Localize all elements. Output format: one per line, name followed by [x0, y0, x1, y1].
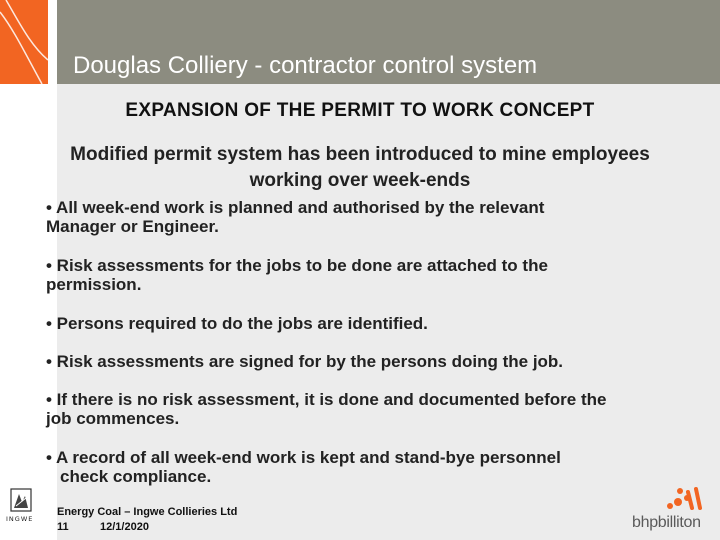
bullet-item: [46, 198, 544, 236]
header-title: Douglas Colliery - contractor control system: [73, 52, 538, 79]
bullet-line: job commences.: [46, 409, 180, 428]
ingwe-logo: [6, 488, 50, 528]
bullet-line: permission.: [46, 275, 142, 294]
header-bar: [57, 0, 720, 84]
bullet-line: • A record of all week-end work is kept and stand-bye personnel: [46, 448, 561, 467]
intro-line: Modified permit system has been introduced to mine employees: [70, 144, 650, 165]
bullet-item: [46, 448, 561, 486]
bullet-item: [46, 314, 428, 333]
bhp-billiton-logo: [630, 486, 712, 536]
slide-subtitle: EXPANSION OF THE PERMIT TO WORK CONCEPT: [125, 100, 595, 121]
ingwe-emblem-icon: [10, 488, 40, 514]
bullet-line: • Risk assessments are signed for by the persons doing the job.: [46, 352, 564, 371]
orange-accent-bar: [0, 0, 48, 84]
ingwe-logo-text: INGWE: [6, 515, 34, 523]
bullet-item: [46, 390, 606, 428]
curve-decoration-icon: [0, 0, 48, 84]
intro-line: working over week-ends: [249, 170, 471, 191]
footer-company: Energy Coal – Ingwe Collieries Ltd: [57, 506, 238, 518]
footer-date: 12/1/2020: [100, 521, 149, 533]
bullet-item: [46, 256, 548, 294]
bullet-line: Manager or Engineer.: [46, 217, 219, 236]
bullet-line: • All week-end work is planned and authorised by the relevant: [46, 198, 545, 217]
bhp-logo-text: bhpbilliton: [632, 514, 701, 531]
bullet-line: check compliance.: [60, 467, 212, 486]
bullet-line: • Risk assessments for the jobs to be done are attached to the: [46, 256, 548, 275]
header-divider: [48, 0, 57, 84]
bullet-line: • If there is no risk assessment, it is done and documented before the: [46, 390, 607, 409]
bullet-line: • Persons required to do the jobs are identified.: [46, 314, 428, 333]
bhp-dots-icon: [630, 486, 710, 514]
intro-text: [0, 142, 720, 194]
footer-page-number: 11: [57, 521, 69, 533]
bullet-item: [46, 352, 563, 371]
